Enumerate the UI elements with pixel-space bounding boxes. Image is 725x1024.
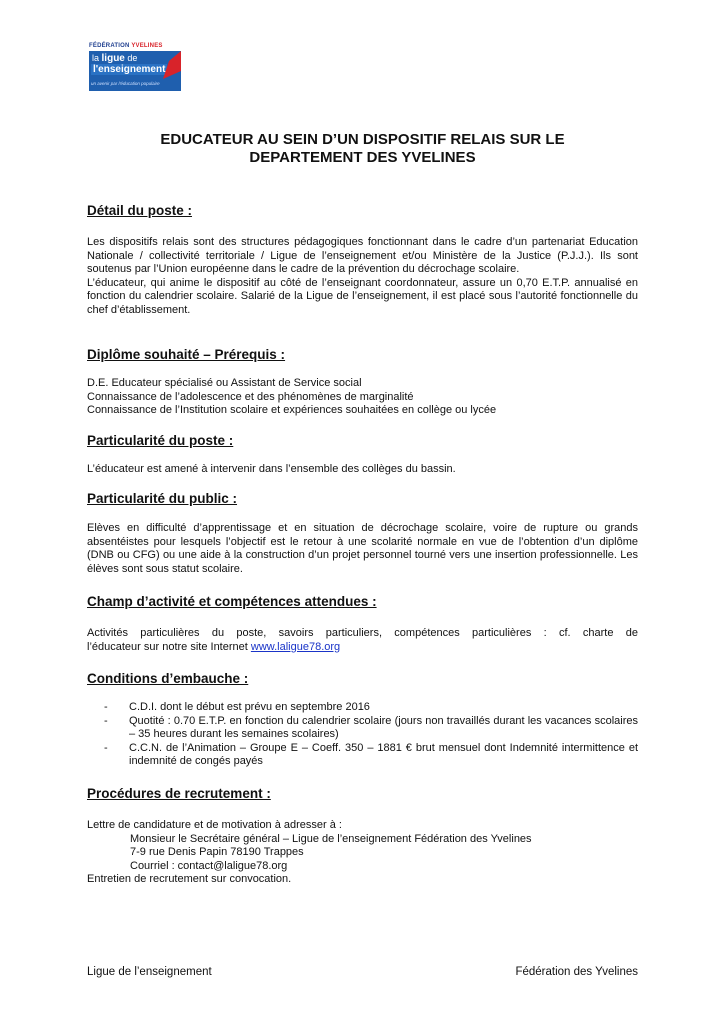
- title-line1: EDUCATEUR AU SEIN D’UN DISPOSITIF RELAIS SUR LE: [160, 131, 565, 148]
- conditions-list: [104, 701, 638, 769]
- particularite-public-heading: Particularité du public :: [87, 491, 238, 506]
- logo: [89, 42, 185, 94]
- particularite-poste-text: L’éducateur est amené à intervenir dans l’ensemble des collèges du bassin.: [87, 463, 456, 475]
- diplome-line-3: Connaissance de l’Institution scolaire et expériences souhaitées en collège ou lycée: [87, 404, 497, 416]
- detail-body: [87, 236, 638, 317]
- logo-line1-b: ligue: [101, 53, 125, 64]
- conditions-item-3: C.C.N. de l’Animation – Groupe E – Coeff. 350 – 1881 € brut mensuel dont Indemnité intermittence et indemnité de congés payés: [129, 741, 638, 767]
- diplome-line-2: Connaissance de l’adolescence et des phénomènes de marginalité: [87, 390, 414, 403]
- logo-line1-a: la: [92, 53, 100, 63]
- footer-right: Fédération des Yvelines: [515, 966, 638, 978]
- procedures-address-1: Monsieur le Secrétaire général – Ligue de l’enseignement Fédération des Yvelines: [130, 832, 532, 845]
- conditions-item-1: C.D.I. dont le début est prévu en septembre 2016: [129, 701, 370, 713]
- logo-line1-c: de: [127, 53, 138, 63]
- particularite-poste-heading: Particularité du poste :: [87, 433, 234, 448]
- detail-heading: Détail du poste :: [87, 203, 193, 218]
- diplome-body: [87, 377, 638, 418]
- bullet-dash: -: [104, 701, 108, 713]
- champ-line-2-prefix: l’éducateur sur notre site Internet: [87, 640, 248, 653]
- champ-body: [87, 627, 638, 654]
- site-link[interactable]: www.laligue78.org: [250, 640, 341, 653]
- logo-federation: [89, 42, 185, 51]
- logo-line2: l'enseignement: [93, 64, 166, 75]
- logo-line1: [92, 54, 137, 63]
- procedures-email: Courriel : contact@laligue78.org: [130, 859, 288, 872]
- logo-flag-icon: [159, 51, 181, 79]
- detail-paragraph-2: L’éducateur, qui anime le dispositif au côté de l’enseignant coordonnateur, assure un 0,70 E.T.P. annualisé en fonction du calendrier scolaire. Salarié de la Ligue de l’enseignement, il est placé sous l’autorité fonctionnelle du chef d’établissement.: [87, 276, 638, 316]
- bullet-dash: -: [104, 714, 108, 727]
- procedures-body: [87, 819, 638, 887]
- detail-paragraph-1: Les dispositifs relais sont des structures pédagogiques fonctionnant dans le cadre d’un partenariat Education Nationale / collectivité territoriale / Ligue de l’enseignement et/ou Ministère de la Justice (P.J.J.). Ils sont soutenus par l’Union européenne dans le cadre de la prévention du décrochage scolaire.: [87, 236, 638, 275]
- page-title: [95, 131, 630, 167]
- logo-tagline: un avenir par l'éducation populaire: [91, 81, 160, 86]
- list-item: [104, 715, 638, 742]
- champ-line-2: [87, 641, 638, 655]
- logo-federation-name: YVELINES: [131, 43, 163, 49]
- logo-federation-prefix: FÉDÉRATION: [89, 43, 130, 49]
- procedures-heading: Procédures de recrutement :: [87, 786, 271, 801]
- title-line2: DEPARTEMENT DES YVELINES: [249, 149, 476, 166]
- bullet-dash: -: [104, 741, 108, 754]
- diplome-heading: Diplôme souhaité – Prérequis :: [87, 347, 286, 362]
- champ-heading: Champ d’activité et compétences attendues :: [87, 594, 377, 609]
- procedures-address-2: 7-9 rue Denis Papin 78190 Trappes: [130, 846, 304, 858]
- procedures-intro: Lettre de candidature et de motivation à adresser à :: [87, 819, 342, 831]
- logo-box: [89, 51, 181, 91]
- diplome-line-1: D.E. Educateur spécialisé ou Assistant de Service social: [87, 377, 362, 389]
- list-item: [104, 742, 638, 769]
- champ-line-1: Activités particulières du poste, savoirs particuliers, compétences particulières : cf. charte de: [87, 627, 638, 639]
- footer-left: Ligue de l’enseignement: [87, 966, 212, 978]
- conditions-heading: Conditions d’embauche :: [87, 671, 249, 686]
- particularite-public-text: Elèves en difficulté d’apprentissage et en situation de décrochage scolaire, voire de rupture ou grands absentéistes pour lesquels l’objectif est le retour à une scolarité normale en vue de l’obtention d’un diplôme (DNB ou CFG) ou une aide à la construction d’un projet personnel tourné vers une insertion professionnelle. Les élèves sont sous statut scolaire.: [87, 522, 638, 575]
- list-item: [104, 701, 638, 715]
- procedures-outro: Entretien de recrutement sur convocation.: [87, 873, 292, 885]
- conditions-item-2: Quotité : 0.70 E.T.P. en fonction du calendrier scolaire (jours non travaillés durant les vacances scolaires – 35 heures durant les semaines scolaires): [129, 714, 638, 740]
